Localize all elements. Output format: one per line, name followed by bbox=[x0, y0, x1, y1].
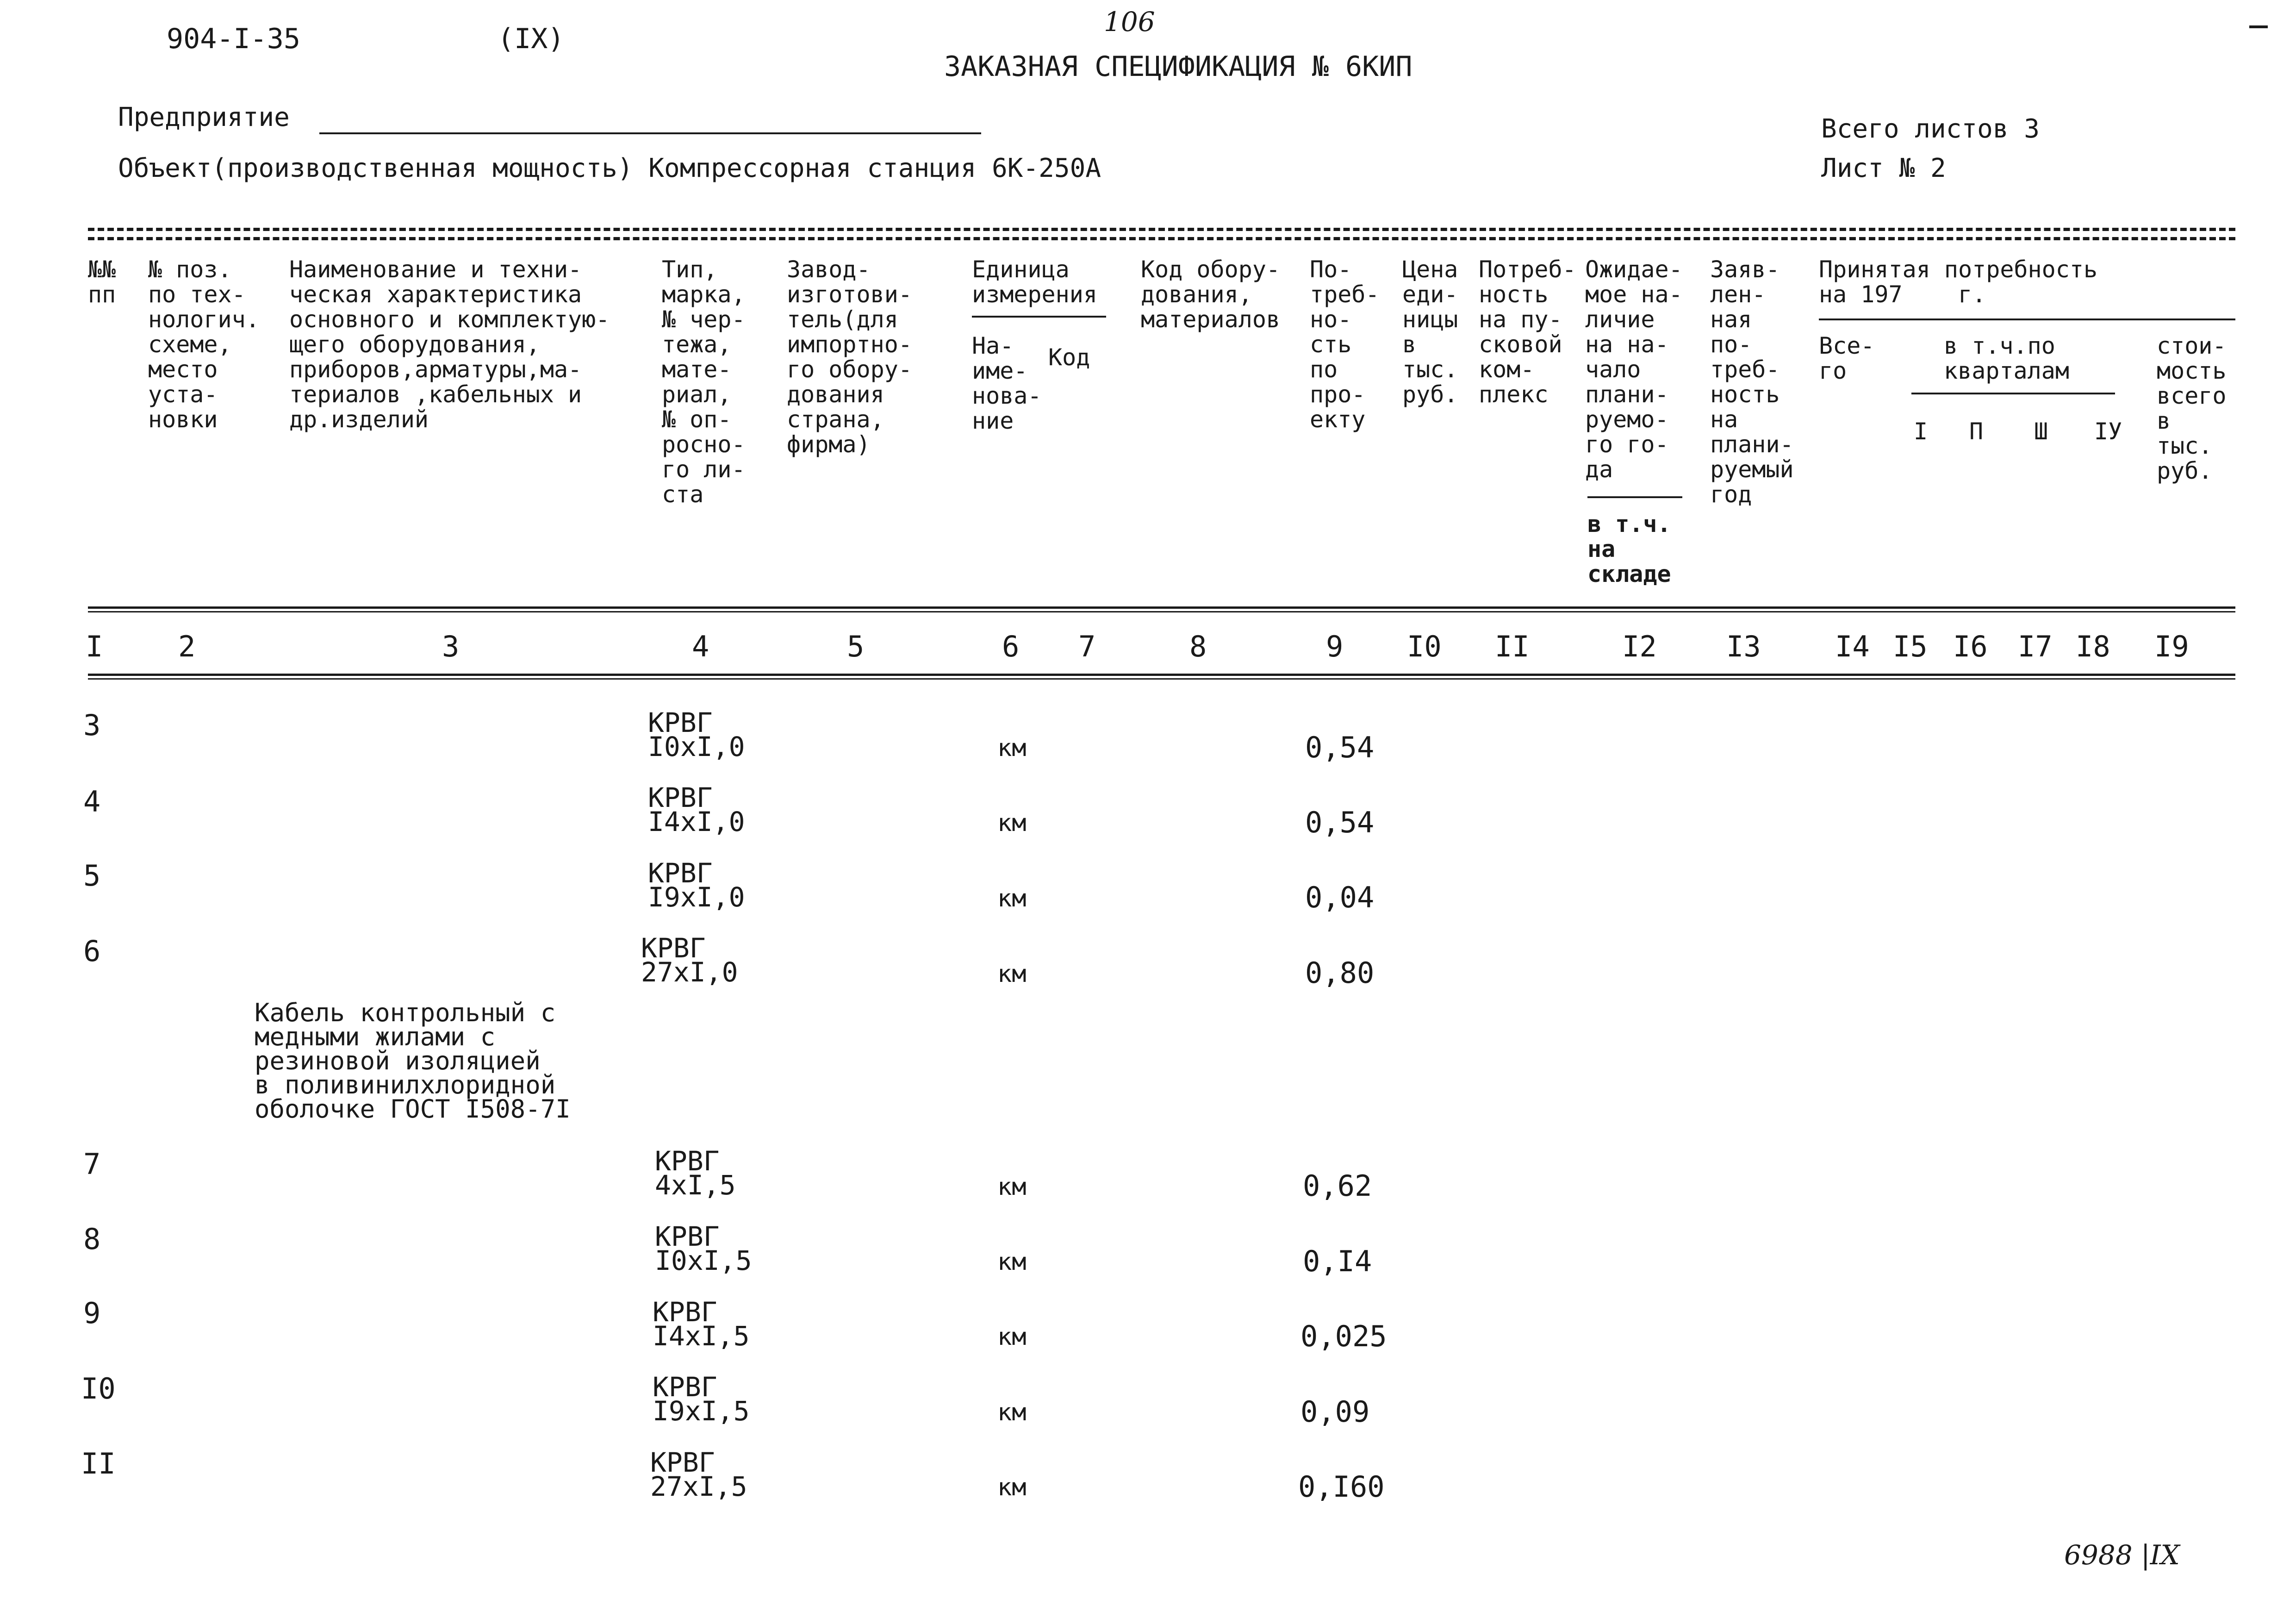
header-row-number: №№ пп bbox=[88, 256, 116, 308]
total-sheets: Всего листов 3 bbox=[1821, 114, 2040, 144]
column-number: I5 bbox=[1893, 630, 1928, 663]
column-number: 5 bbox=[847, 630, 865, 663]
row-quantity: 0,80 bbox=[1305, 956, 1375, 990]
header-position: № поз. по тех- нологич. схеме, место уста- новки bbox=[148, 256, 260, 433]
row-type: КРВГ 4xI,5 bbox=[655, 1145, 736, 1201]
group-description: Кабель контрольный с медными жилами с резиновой изоляцией в поливинилхлоридной оболочке ГОСТ I508-7I bbox=[255, 998, 571, 1124]
column-number: I9 bbox=[2154, 630, 2189, 663]
header-declared-demand: Заяв- лен- ная по- треб- ность на плани- руемый год bbox=[1710, 256, 1794, 508]
column-number: I8 bbox=[2076, 630, 2110, 663]
row-number: 8 bbox=[83, 1222, 101, 1256]
row-type: КРВГ I4xI,0 bbox=[648, 782, 745, 837]
document-title: ЗАКАЗНАЯ СПЕЦИФИКАЦИЯ № 6КИП bbox=[944, 50, 1412, 83]
row-number: 9 bbox=[83, 1296, 101, 1330]
column-number: 7 bbox=[1078, 630, 1096, 663]
header-project-demand: По- треб- но- сть по про- екту bbox=[1310, 256, 1380, 433]
row-number: II bbox=[81, 1447, 116, 1480]
header-quarters: в т.ч.по кварталам bbox=[1944, 332, 2069, 384]
row-type: КРВГ I9xI,0 bbox=[648, 857, 745, 913]
header-q4: IУ bbox=[2094, 418, 2122, 445]
row-unit: км bbox=[997, 1323, 1027, 1351]
accepted-divider bbox=[1819, 319, 2235, 320]
document-code: 904-I-35 bbox=[167, 23, 300, 55]
row-type: КРВГ 27xI,5 bbox=[650, 1447, 747, 1502]
column-number: I bbox=[86, 630, 103, 663]
table-top-dashed-rule bbox=[88, 228, 2235, 231]
header-bottom-rule-2 bbox=[88, 611, 2235, 612]
unit-group-divider bbox=[972, 316, 1106, 318]
header-cost: стои- мость всего в тыс. руб. bbox=[2157, 332, 2227, 484]
column-number: 4 bbox=[692, 630, 709, 663]
row-unit: км bbox=[997, 1173, 1027, 1201]
row-number: I0 bbox=[81, 1372, 116, 1405]
row-type: КРВГ I0xI,0 bbox=[648, 707, 745, 762]
header-manufacturer: Завод- изготови- тель(для импортно- го обору- дования страна, фирма) bbox=[787, 256, 912, 458]
column-number: I0 bbox=[1407, 630, 1442, 663]
header-startup-demand: Потреб- ность на пу- сковой ком- плекс bbox=[1479, 256, 1576, 408]
row-quantity: 0,I4 bbox=[1303, 1244, 1372, 1278]
object-line: Объект(производственная мощность) Компрессорная станция 6К-250А bbox=[118, 153, 1101, 183]
row-type: КРВГ I4xI,5 bbox=[653, 1296, 750, 1352]
column-number: 3 bbox=[442, 630, 460, 663]
row-unit: км bbox=[997, 1399, 1027, 1426]
enterprise-underline bbox=[319, 132, 981, 134]
column-number: II bbox=[1495, 630, 1530, 663]
header-equipment-code: Код обору- дования, материалов bbox=[1141, 256, 1281, 333]
row-quantity: 0,09 bbox=[1300, 1395, 1370, 1429]
page-number: 106 bbox=[1104, 6, 1155, 37]
row-number: 3 bbox=[83, 708, 101, 742]
footer-inventory-mark: 6988 |IX bbox=[2064, 1539, 2180, 1571]
stock-divider bbox=[1587, 496, 1682, 498]
row-type: КРВГ I9xI,5 bbox=[653, 1371, 750, 1427]
row-quantity: 0,54 bbox=[1305, 806, 1375, 839]
header-unit-name: На- име- нова- ние bbox=[972, 332, 1042, 434]
column-number: I7 bbox=[2018, 630, 2053, 663]
row-quantity: 0,025 bbox=[1300, 1319, 1387, 1353]
header-type: Тип, марка, № чер- тежа, мате- риал, № оп- росно- го ли- ста bbox=[662, 256, 746, 508]
header-q1: I bbox=[1914, 418, 1928, 445]
row-type: КРВГ 27xI,0 bbox=[641, 932, 738, 988]
column-number: I6 bbox=[1953, 630, 1988, 663]
column-number: 2 bbox=[178, 630, 196, 663]
row-number: 5 bbox=[83, 859, 101, 893]
header-unit-code: Код bbox=[1048, 344, 1090, 371]
sheet-number: Лист № 2 bbox=[1821, 153, 1946, 183]
row-unit: км bbox=[997, 885, 1027, 912]
quarters-divider bbox=[1911, 393, 2115, 394]
column-number: I4 bbox=[1835, 630, 1870, 663]
header-unit-group: Единица измерения bbox=[972, 256, 1097, 308]
header-accepted-demand: Принятая потребность на 197 г. bbox=[1819, 256, 2098, 308]
column-number: 9 bbox=[1326, 630, 1344, 663]
header-expected-stock: Ожидае- мое на- личие на на- чало плани- руемо- го го- да bbox=[1585, 256, 1683, 483]
header-q2: П bbox=[1969, 418, 1984, 445]
column-number: 8 bbox=[1189, 630, 1207, 663]
row-quantity: 0,62 bbox=[1303, 1169, 1372, 1203]
column-number: I3 bbox=[1726, 630, 1761, 663]
row-unit: км bbox=[997, 734, 1027, 762]
row-type: КРВГ I0xI,5 bbox=[655, 1221, 752, 1276]
header-total: Все- го bbox=[1819, 332, 1875, 384]
row-unit: км bbox=[997, 960, 1027, 988]
header-bottom-rule bbox=[88, 606, 2235, 609]
row-unit: км bbox=[997, 809, 1027, 837]
header-unit-price: Цена еди- ницы в тыс. руб. bbox=[1402, 256, 1458, 408]
numbers-bottom-rule bbox=[88, 674, 2235, 676]
column-number: 6 bbox=[1002, 630, 1020, 663]
header-q3: Ш bbox=[2034, 418, 2048, 445]
header-name: Наименование и техни- ческая характеристика основного и комплектую- щего оборудования, приборов,арматуры,ма- териалов ,кабельных и др.изделий bbox=[289, 256, 610, 433]
row-unit: км bbox=[997, 1248, 1027, 1276]
row-number: 7 bbox=[83, 1147, 101, 1181]
row-number: 6 bbox=[83, 934, 101, 968]
table-top-dashed-rule-2 bbox=[88, 237, 2235, 240]
row-unit: км bbox=[997, 1474, 1027, 1501]
header-in-warehouse: в т.ч. на складе bbox=[1587, 511, 1671, 587]
album-number: (IX) bbox=[498, 23, 565, 55]
row-quantity: 0,I60 bbox=[1298, 1470, 1385, 1504]
numbers-bottom-rule-2 bbox=[88, 678, 2235, 680]
row-number: 4 bbox=[83, 785, 101, 818]
row-quantity: 0,54 bbox=[1305, 731, 1375, 764]
enterprise-label: Предприятие bbox=[118, 102, 290, 132]
column-number: I2 bbox=[1622, 630, 1657, 663]
corner-mark bbox=[2249, 25, 2268, 28]
row-quantity: 0,04 bbox=[1305, 881, 1375, 914]
